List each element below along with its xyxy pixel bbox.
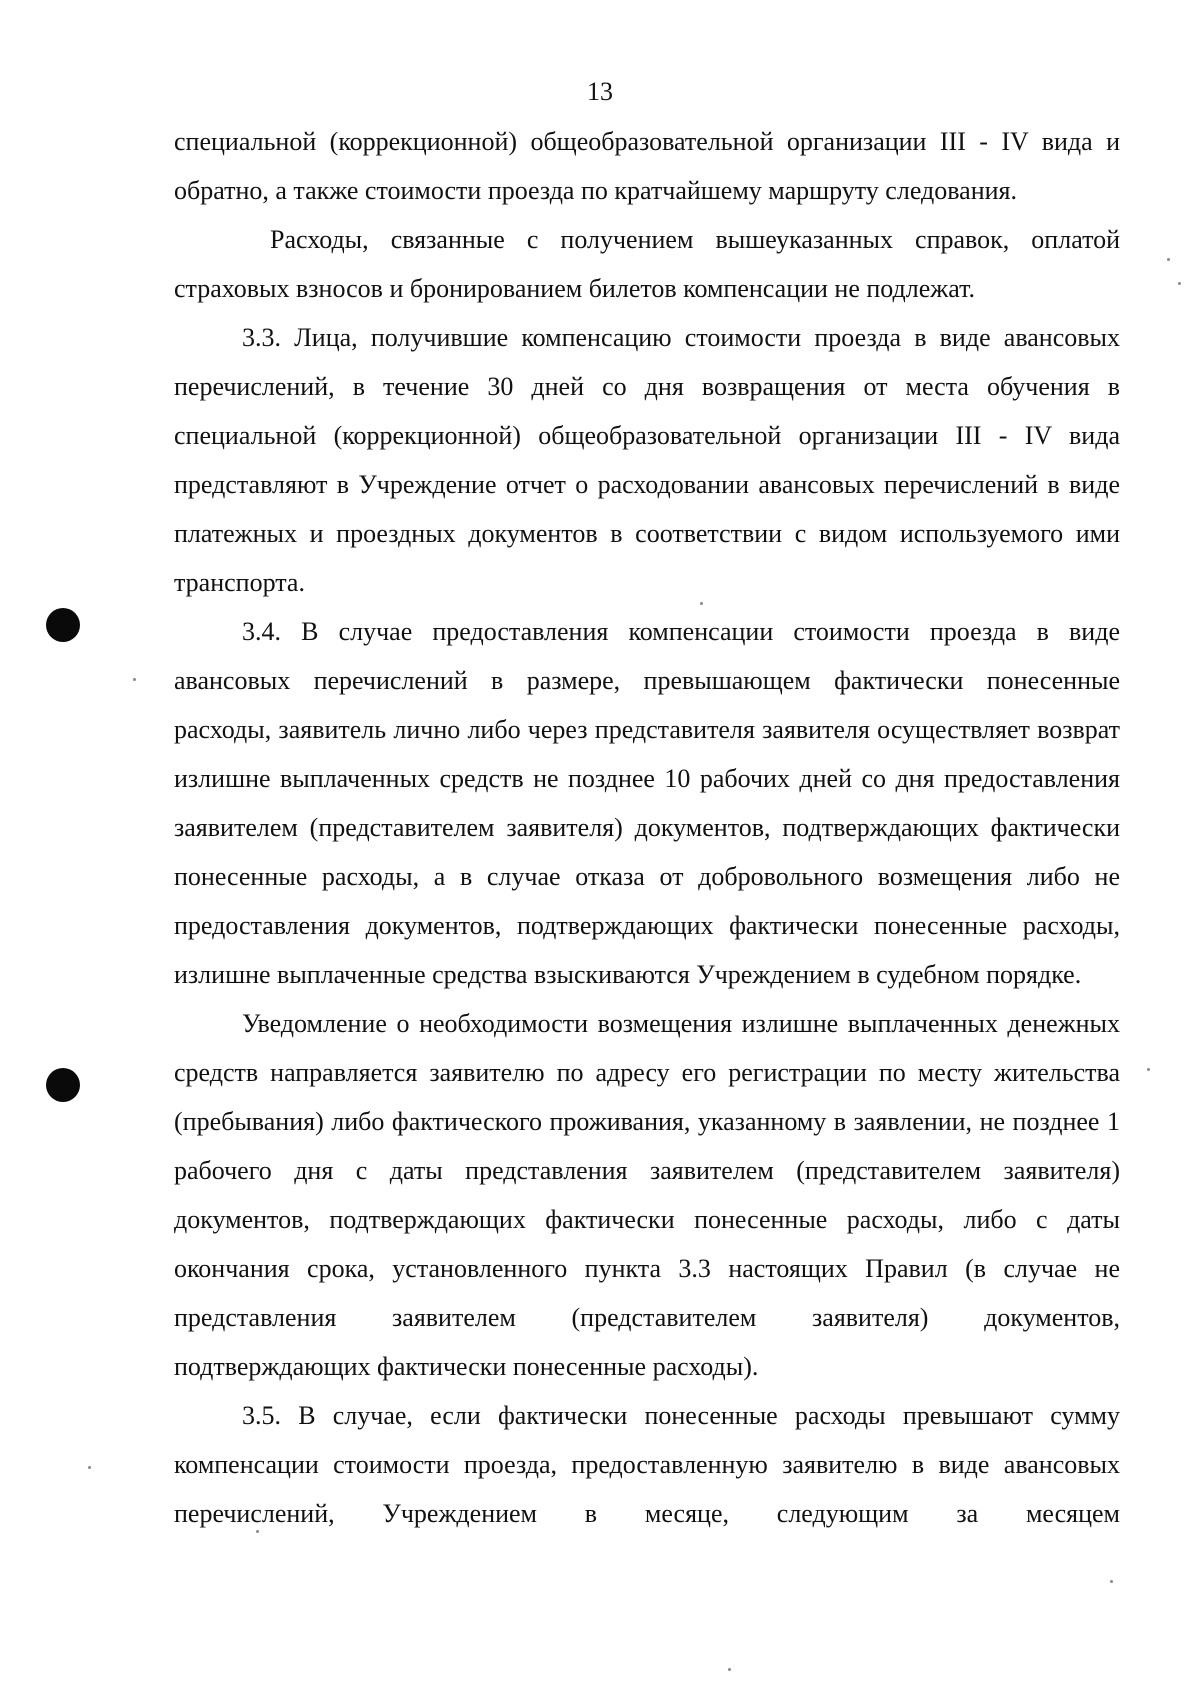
paragraph-3-3: 3.3. Лица, получившие компенсацию стоимости проезда в виде авансовых перечислений, в течение 30 дней со дня возвращения от места обучения в специальной (коррекционной) общеобразовательной организации III - IV вида представляют в Учреждение отчет о расходовании авансовых перечислений в виде платежных и проездных документов в соответствии с видом используемого ими транспорта. (174, 323, 1120, 597)
paragraph-continuation: специальной (коррекционной) общеобразовательной организации III - IV вида и обратно, а также стоимости проезда по кратчайшему маршруту следования. (174, 127, 1120, 205)
scan-speck (1110, 1580, 1113, 1583)
scan-speck (1178, 282, 1181, 285)
paragraph-notification: Уведомление о необходимости возмещения излишне выплаченных денежных средств направляется заявителю по адресу его регистрации по месту жительства (пребывания) либо фактического проживания, указанному в заявлении, не позднее 1 рабочего дня с даты представления заявителем (представителем заявителя) документов, подтверждающих фактически понесенные расходы, либо с даты окончания срока, установленного пункта 3.3 настоящих Правил (в случае не представления заявителем (представителем заявителя) документов, подтверждающих фактически понесенные расходы). (174, 1009, 1120, 1381)
body-text (174, 117, 1120, 1538)
scan-speck (1147, 1068, 1150, 1071)
punch-hole-lower (46, 1068, 80, 1102)
paragraph-3-5: 3.5. В случае, если фактически понесенные расходы превышают сумму компенсации стоимости проезда, предоставленную заявителю в виде авансовых перечислений, Учреждением в месяце, следующим за месяцем (174, 1401, 1120, 1528)
scan-speck (700, 602, 703, 605)
punch-hole-upper (46, 608, 80, 642)
scan-speck (728, 1668, 731, 1671)
scan-speck (1167, 258, 1170, 261)
paragraph-3-4: 3.4. В случае предоставления компенсации стоимости проезда в виде авансовых перечислений в размере, превышающем фактически понесенные расходы, заявитель лично либо через представителя заявителя осуществляет возврат излишне выплаченных средств не позднее 10 рабочих дней со дня предоставления заявителем (представителем заявителя) документов, подтверждающих фактически понесенные расходы, а в случае отказа от добровольного возмещения либо не предоставления документов, подтверждающих фактически понесенные расходы, излишне выплаченные средства взыскиваются Учреждением в судебном порядке. (174, 617, 1120, 989)
page-number: 13 (587, 77, 613, 106)
paragraph-expenses-not-compensated: Расходы, связанные с получением вышеуказанных справок, оплатой страховых взносов и бронированием билетов компенсации не подлежат. (174, 225, 1120, 303)
scan-speck (256, 1530, 259, 1533)
scan-speck (88, 1466, 91, 1469)
scan-speck (133, 678, 136, 681)
